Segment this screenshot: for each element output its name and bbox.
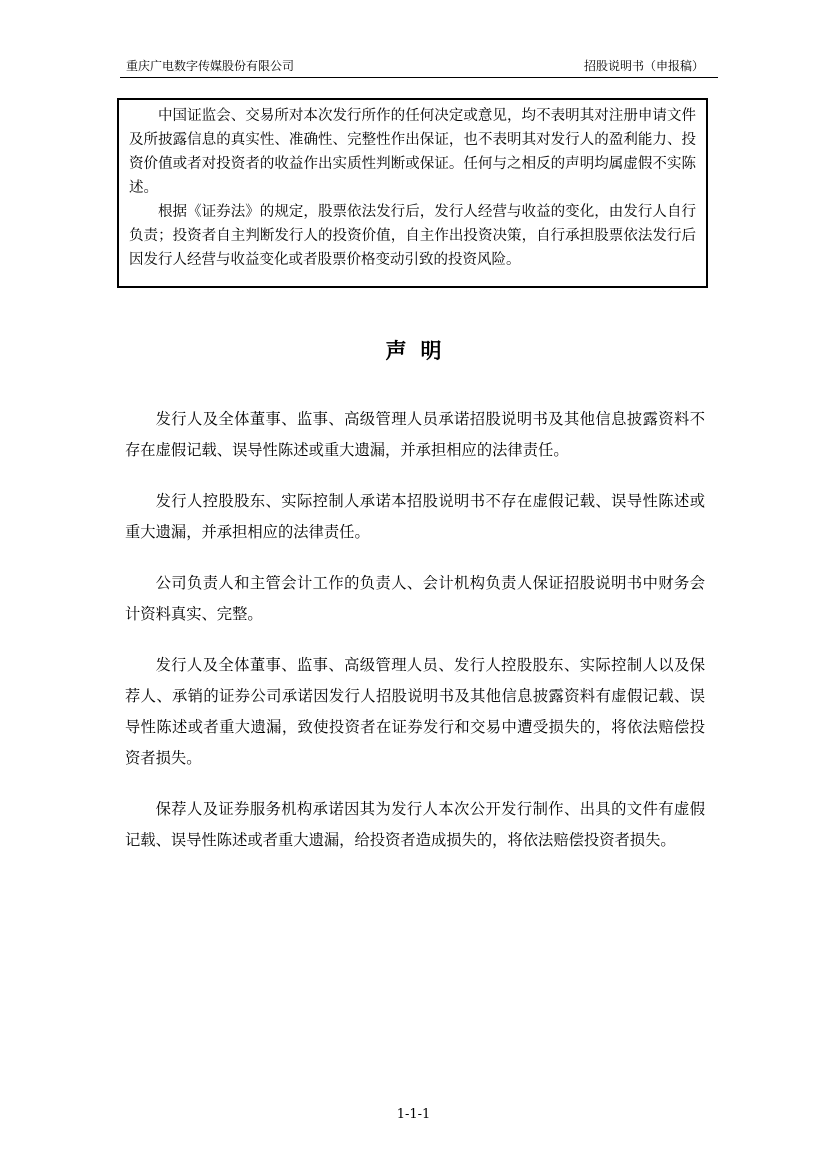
header-company-name: 重庆广电数字传媒股份有限公司 [126, 59, 295, 73]
statements-body [125, 404, 705, 876]
notice-paragraph: 中国证监会、交易所对本次发行所作的任何决定或意见，均不表明其对注册申请文件及所披露信息的真实性、准确性、完整性作出保证，也不表明其对发行人的盈利能力、投资价值或者对投资者的收益作出实质性判断或保证。任何与之相反的声明均属虚假不实陈述。 [129, 108, 696, 196]
statement-paragraph: 发行人及全体董事、监事、高级管理人员承诺招股说明书及其他信息披露资料不存在虚假记载、误导性陈述或重大遗漏，并承担相应的法律责任。 [125, 410, 705, 459]
statement-paragraph: 发行人控股股东、实际控制人承诺本招股说明书不存在虚假记载、误导性陈述或重大遗漏，并承担相应的法律责任。 [125, 492, 705, 541]
regulatory-notice-box [117, 98, 708, 288]
page-number: 1-1-1 [396, 1107, 431, 1122]
statement-paragraph: 公司负责人和主管会计工作的负责人、会计机构负责人保证招股说明书中财务会计资料真实、完整。 [125, 574, 705, 623]
statement-paragraph: 保荐人及证券服务机构承诺因其为发行人本次公开发行制作、出具的文件有虚假记载、误导性陈述或者重大遗漏，给投资者造成损失的，将依法赔偿投资者损失。 [125, 800, 705, 849]
section-title: 声明 [385, 339, 456, 363]
header-document-type: 招股说明书（申报稿） [583, 59, 704, 73]
notice-paragraph: 根据《证券法》的规定，股票依法发行后，发行人经营与收益的变化，由发行人自行负责；投资者自主判断发行人的投资价值，自主作出投资决策，自行承担股票依法发行后因发行人经营与收益变化或者股票价格变动引致的投资风险。 [129, 204, 696, 268]
page-header [120, 55, 718, 78]
statement-paragraph: 发行人及全体董事、监事、高级管理人员、发行人控股股东、实际控制人以及保荐人、承销的证券公司承诺因发行人招股说明书及其他信息披露资料有虚假记载、误导性陈述或者重大遗漏，致使投资者在证券发行和交易中遭受损失的，将依法赔偿投资者损失。 [125, 656, 705, 767]
